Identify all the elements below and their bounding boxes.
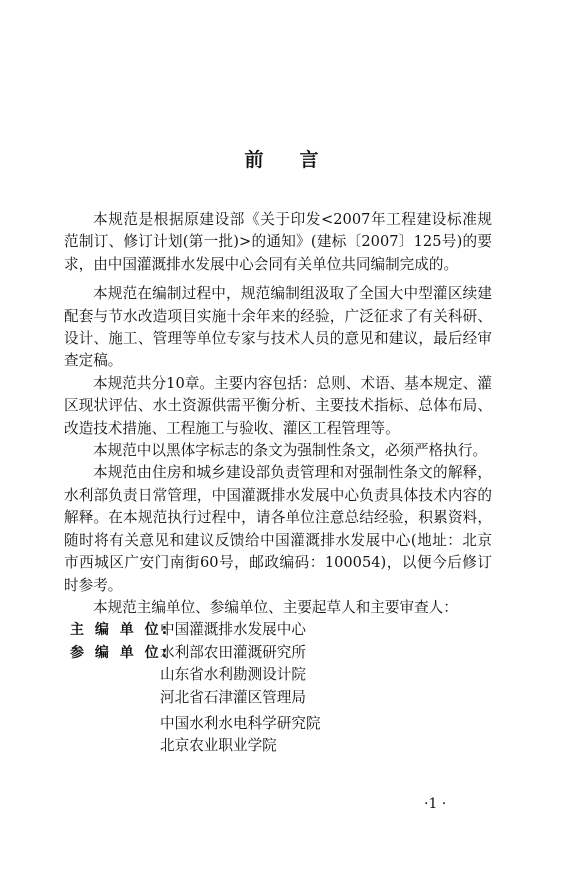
participant-row: [70, 664, 492, 686]
title-char-1: 前: [244, 149, 264, 171]
participant-unit: 水利部农田灌溉研究所: [160, 643, 306, 661]
paragraph-units-intro: 本规范主编单位、参编单位、主要起草人和主要审查人：: [93, 598, 458, 616]
participant-row: [70, 642, 492, 664]
participant-unit: 河北省石津灌区管理局: [160, 688, 306, 706]
title-char-2: 言: [299, 149, 319, 171]
participant-unit: 北京农业职业学院: [160, 737, 277, 755]
page-number: ·1 ·: [424, 796, 447, 812]
paragraph-basis: 本规范是根据原建设部《关于印发<2007年工程建设标准规范制订、修订计划(第一批)>的通知》(建标〔2007〕125号)的要求，由中国灌溉排水发展中心会同有关单位共同编制完成的。: [64, 211, 492, 273]
chief-editor-label: 主 编 单 位:: [70, 622, 171, 639]
paragraph-contents: 本规范共分10章。主要内容包括：总则、术语、基本规定、灌区现状评估、水土资源供需平衡分析、主要技术指标、总体布局、改造技术措施、工程施工与验收、灌区工程管理等。: [64, 374, 492, 437]
participant-row: [70, 713, 492, 735]
chief-editor-row: [70, 619, 492, 641]
preface-body: [64, 209, 492, 758]
editor-units: [64, 619, 492, 757]
paragraph-process: 本规范在编制过程中，规范编制组汲取了全国大中型灌区续建配套与节水改造项目实施十余年来的经验，广泛征求了有关科研、设计、施工、管理等单位专家与技术人员的意见和建议，最后经审查定稿。: [64, 285, 492, 370]
participant-unit: 中国水利水电科学研究院: [160, 714, 321, 732]
participant-row: [70, 735, 492, 757]
paragraph-mandatory: 本规范中以黑体字标志的条文为强制性条文，必须严格执行。: [93, 442, 488, 460]
participant-row: [70, 687, 492, 709]
chief-editor-unit: 中国灌溉排水发展中心: [160, 621, 306, 639]
paragraph-management: 本规范由住房和城乡建设部负责管理和对强制性条文的解释，水利部负责日常管理，中国灌溉排水发展中心负责具体技术内容的解释。在本规范执行过程中，请各单位注意总结经验，积累资料，随时将有关意见和建议反馈给中国灌溉排水发展中心(地址：北京市西城区广安门南街60号，邮政编码：100054)，以便今后修订时参考。: [64, 464, 492, 594]
participant-label: 参 编 单 位:: [70, 644, 171, 661]
page-title: [0, 145, 563, 172]
participant-unit: 山东省水利勘测设计院: [160, 666, 306, 684]
